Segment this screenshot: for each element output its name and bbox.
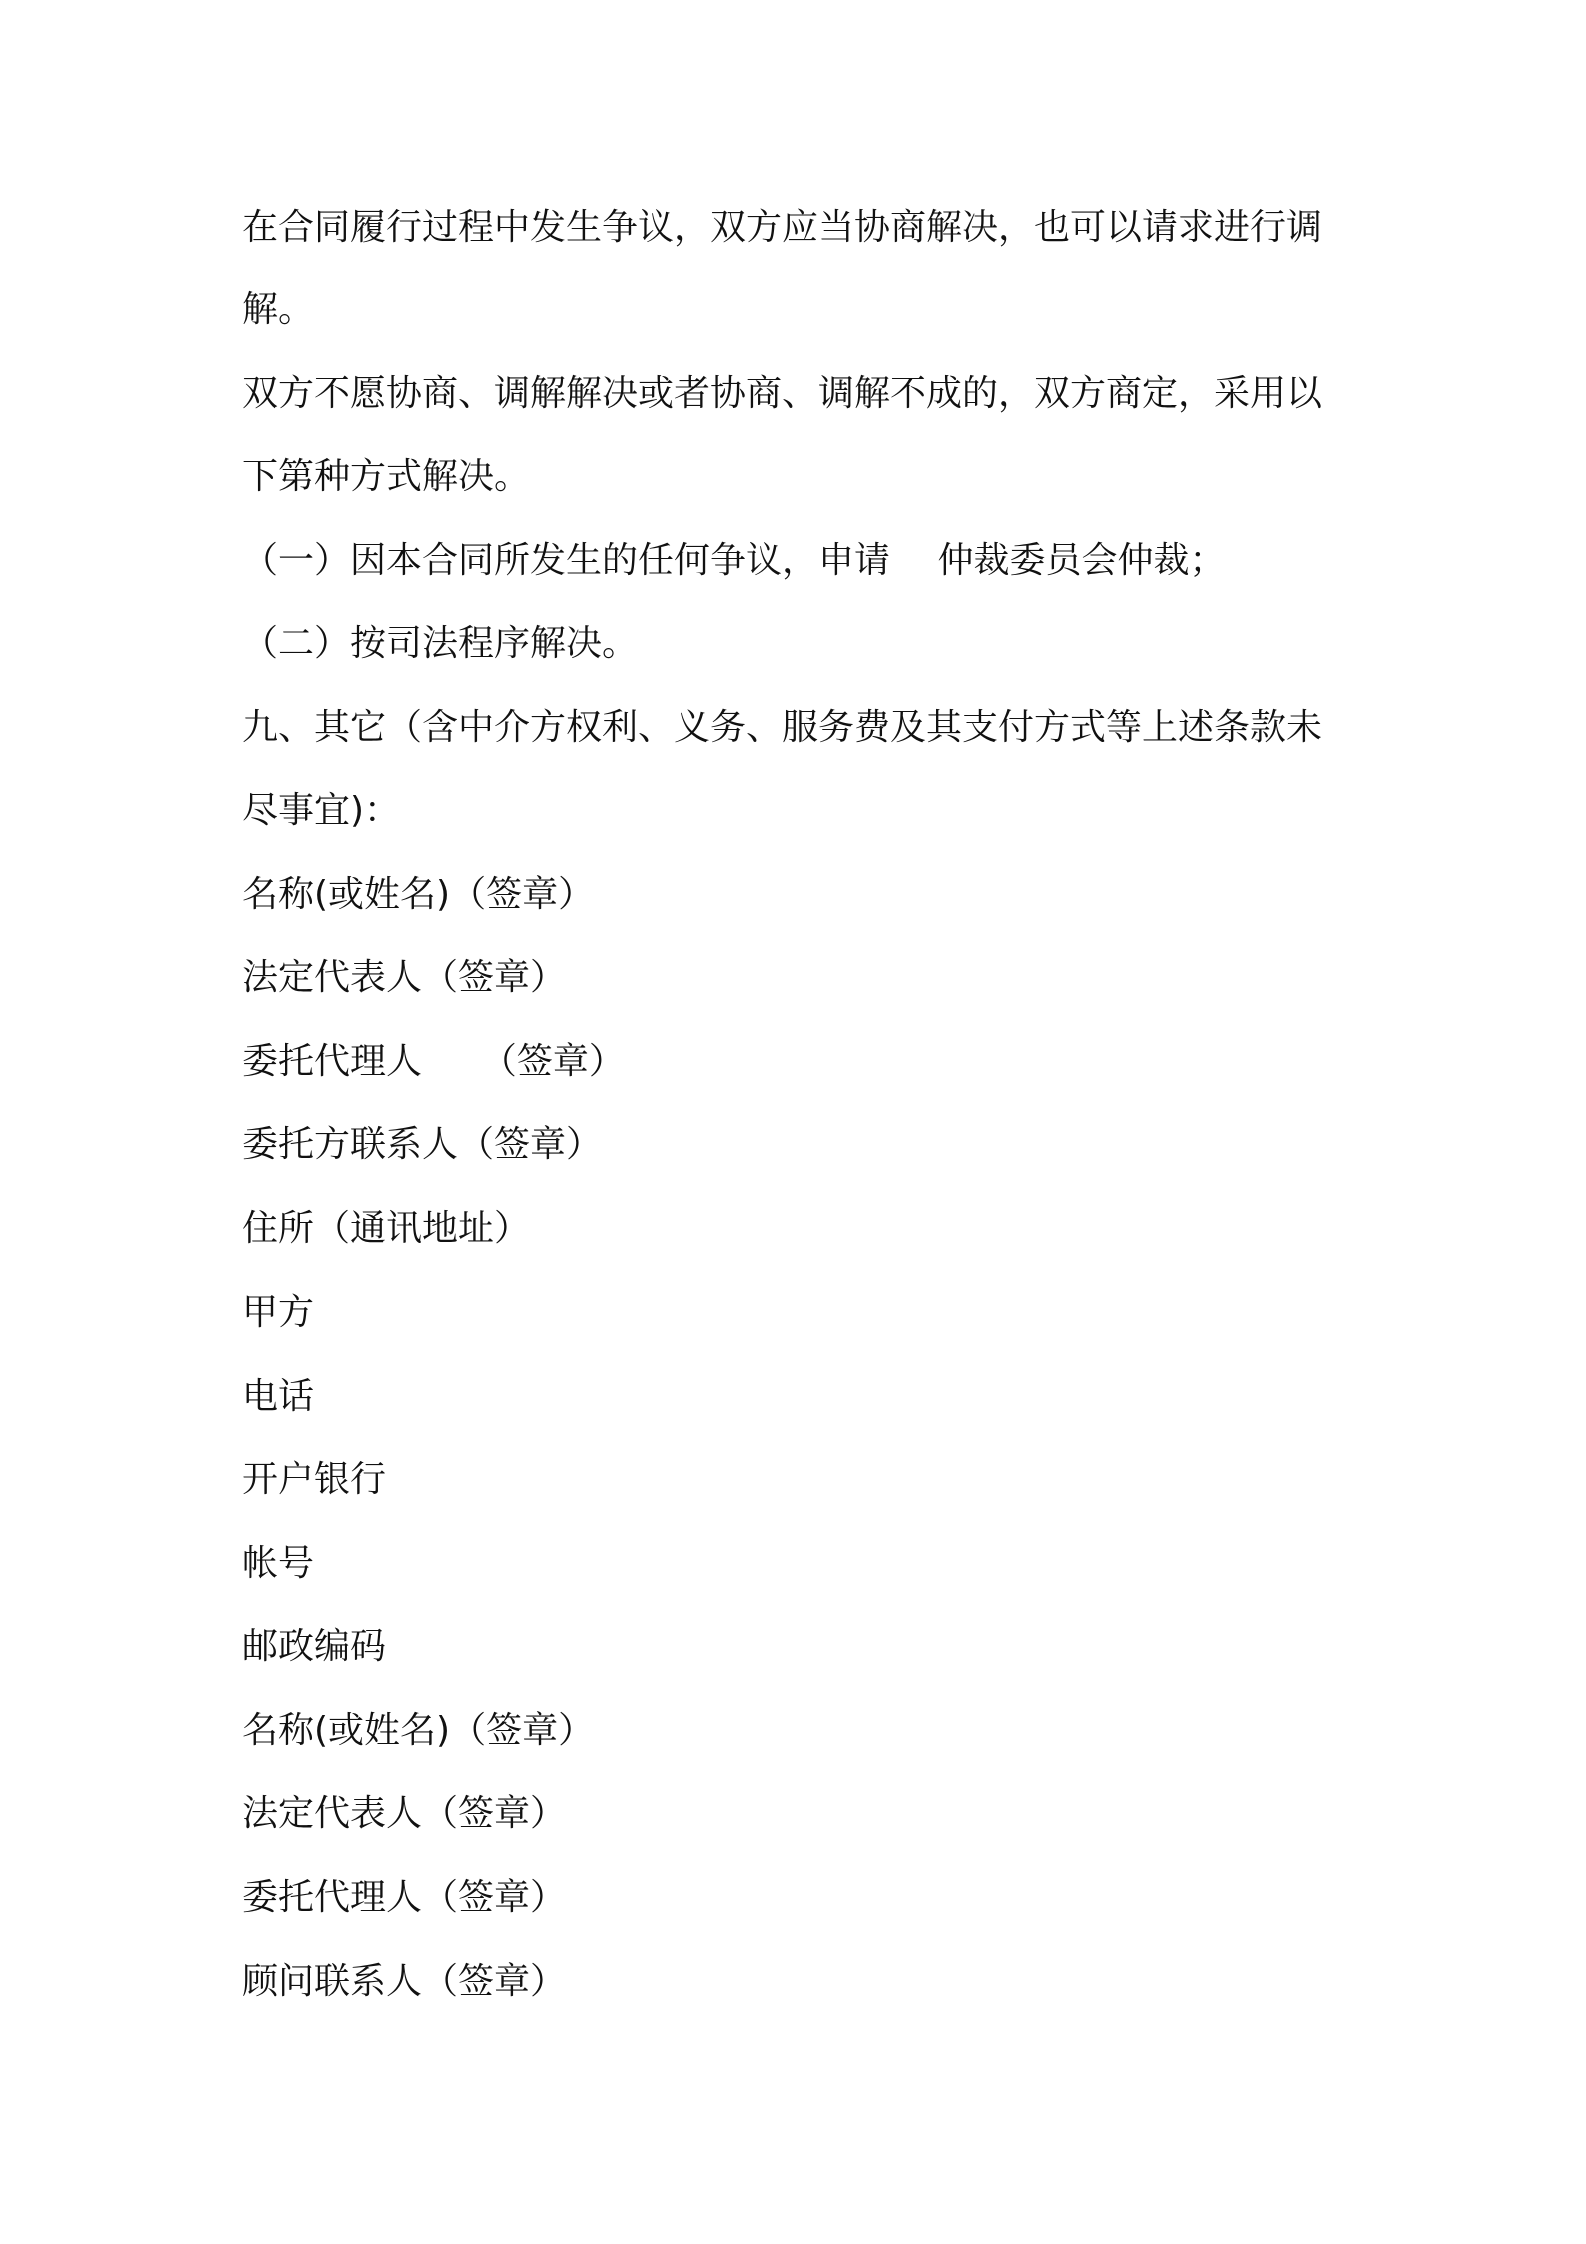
party-b-legal-representative: 法定代表人（签章） bbox=[242, 1793, 567, 1834]
party-b-agent: 委托代理人（签章） bbox=[242, 1877, 567, 1918]
party-a-account: 帐号 bbox=[242, 1543, 315, 1584]
resolution-paragraph-line-2: 下第种方式解决。 bbox=[242, 456, 531, 497]
party-b-contact: 顾问联系人（签章） bbox=[242, 1961, 567, 2002]
party-a-bank: 开户银行 bbox=[242, 1459, 387, 1500]
party-b-name: 名称(或姓名)（签章） bbox=[242, 1710, 595, 1751]
party-a-address: 住所（通讯地址） bbox=[242, 1208, 531, 1249]
party-a-agent: 委托代理人 （签章） bbox=[242, 1041, 625, 1082]
party-a-legal-representative: 法定代表人（签章） bbox=[242, 957, 567, 998]
judicial-option: （二）按司法程序解决。 bbox=[242, 623, 639, 664]
party-a-postcode: 邮政编码 bbox=[242, 1626, 387, 1667]
party-a-label: 甲方 bbox=[242, 1292, 315, 1333]
dispute-paragraph-line-1: 在合同履行过程中发生争议，双方应当协商解决，也可以请求进行调 bbox=[242, 207, 1323, 248]
clause-nine-line-2: 尽事宜)： bbox=[242, 790, 401, 831]
party-a-name: 名称(或姓名)（签章） bbox=[242, 874, 595, 915]
dispute-paragraph-line-2: 解。 bbox=[242, 289, 315, 330]
resolution-paragraph-line-1: 双方不愿协商、调解解决或者协商、调解不成的，双方商定，采用以 bbox=[242, 373, 1323, 414]
arbitration-option: （一）因本合同所发生的任何争议，申请 仲裁委员会仲裁； bbox=[242, 540, 1226, 581]
clause-nine-line-1: 九、其它（含中介方权利、义务、服务费及其支付方式等上述条款未 bbox=[242, 707, 1323, 748]
party-a-phone: 电话 bbox=[242, 1376, 315, 1417]
party-a-contact: 委托方联系人（签章） bbox=[242, 1124, 603, 1165]
